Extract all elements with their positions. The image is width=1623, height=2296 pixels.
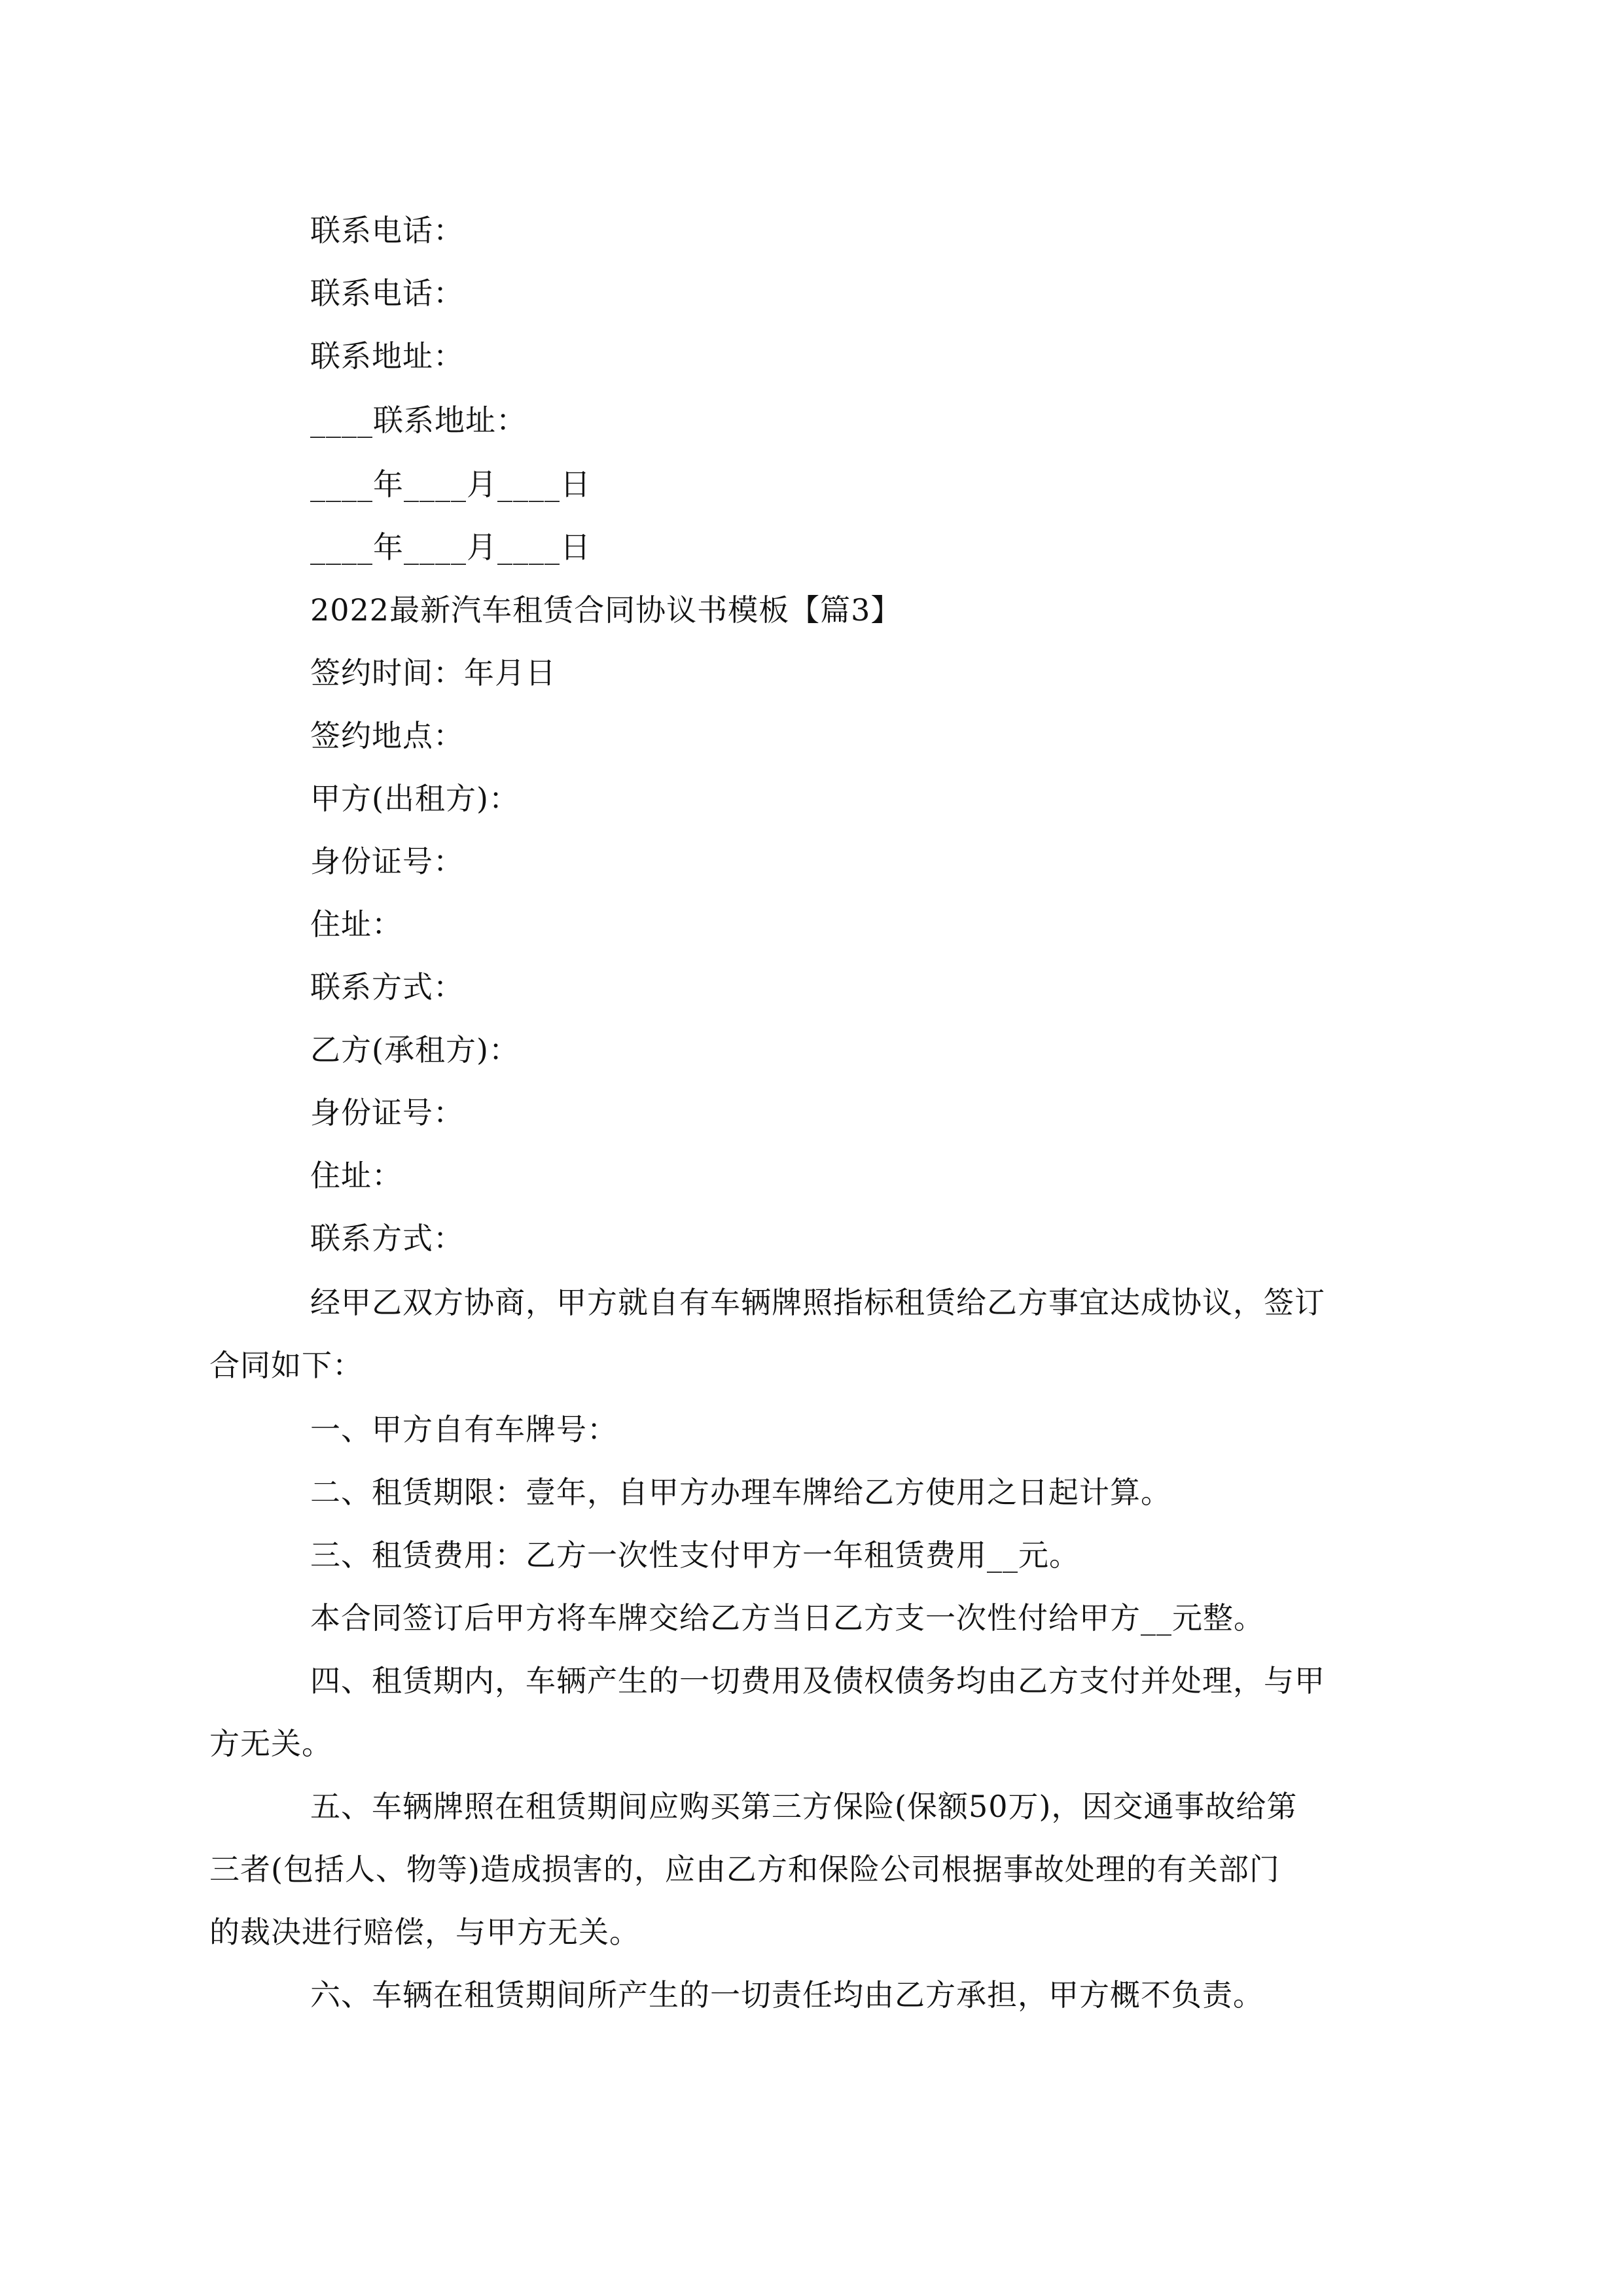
- clause-1: 一、甲方自有车牌号：: [310, 1412, 618, 1447]
- clause-5-line-2: 三者(包括人、物等)造成损害的，应由乙方和保险公司根据事故处理的有关部门: [209, 1852, 1280, 1887]
- section-title: 2022最新汽车租赁合同协议书模板【篇3】: [310, 592, 902, 628]
- signing-place: 签约地点：: [310, 718, 464, 753]
- clause-4-line-1: 四、租赁期内，车辆产生的一切费用及债权债务均由乙方支付并处理，与甲: [310, 1663, 1325, 1698]
- party-a-contact: 联系方式：: [310, 969, 464, 1005]
- clause-2: 二、租赁期限：壹年，自甲方办理车牌给乙方使用之日起计算。: [310, 1475, 1171, 1510]
- clause-5-line-1: 五、车辆牌照在租赁期间应购买第三方保险(保额50万)，因交通事故给第: [310, 1789, 1298, 1824]
- date-line-2: ____年____月____日: [310, 529, 591, 565]
- clause-4-line-2: 方无关。: [209, 1726, 332, 1761]
- intro-paragraph-line-1: 经甲乙双方协商，甲方就自有车辆牌照指标租赁给乙方事宜达成协议，签订: [310, 1285, 1325, 1320]
- party-b-heading: 乙方(承租方)：: [310, 1032, 520, 1067]
- clause-6: 六、车辆在租赁期间所产生的一切责任均由乙方承担，甲方概不负责。: [310, 1977, 1264, 2013]
- party-a-heading: 甲方(出租方)：: [310, 781, 520, 816]
- contact-address-line-1: 联系地址：: [310, 338, 464, 374]
- contact-phone-line-1: 联系电话：: [310, 213, 464, 248]
- party-a-id-number: 身份证号：: [310, 844, 464, 879]
- date-line-1: ____年____月____日: [310, 467, 591, 502]
- contact-address-line-2: ____联系地址：: [310, 403, 527, 438]
- clause-3-note: 本合同签订后甲方将车牌交给乙方当日乙方支一次性付给甲方__元整。: [310, 1600, 1264, 1636]
- clause-5-line-3: 的裁决进行赔偿，与甲方无关。: [209, 1914, 640, 1950]
- party-b-address: 住址：: [310, 1158, 402, 1193]
- party-a-address: 住址：: [310, 906, 402, 942]
- clause-3: 三、租赁费用：乙方一次性支付甲方一年租赁费用__元。: [310, 1537, 1080, 1573]
- contact-phone-line-2: 联系电话：: [310, 276, 464, 311]
- intro-paragraph-line-2: 合同如下：: [209, 1348, 363, 1383]
- party-b-contact: 联系方式：: [310, 1221, 464, 1256]
- party-b-id-number: 身份证号：: [310, 1095, 464, 1130]
- signing-time: 签约时间：年月日: [310, 655, 556, 691]
